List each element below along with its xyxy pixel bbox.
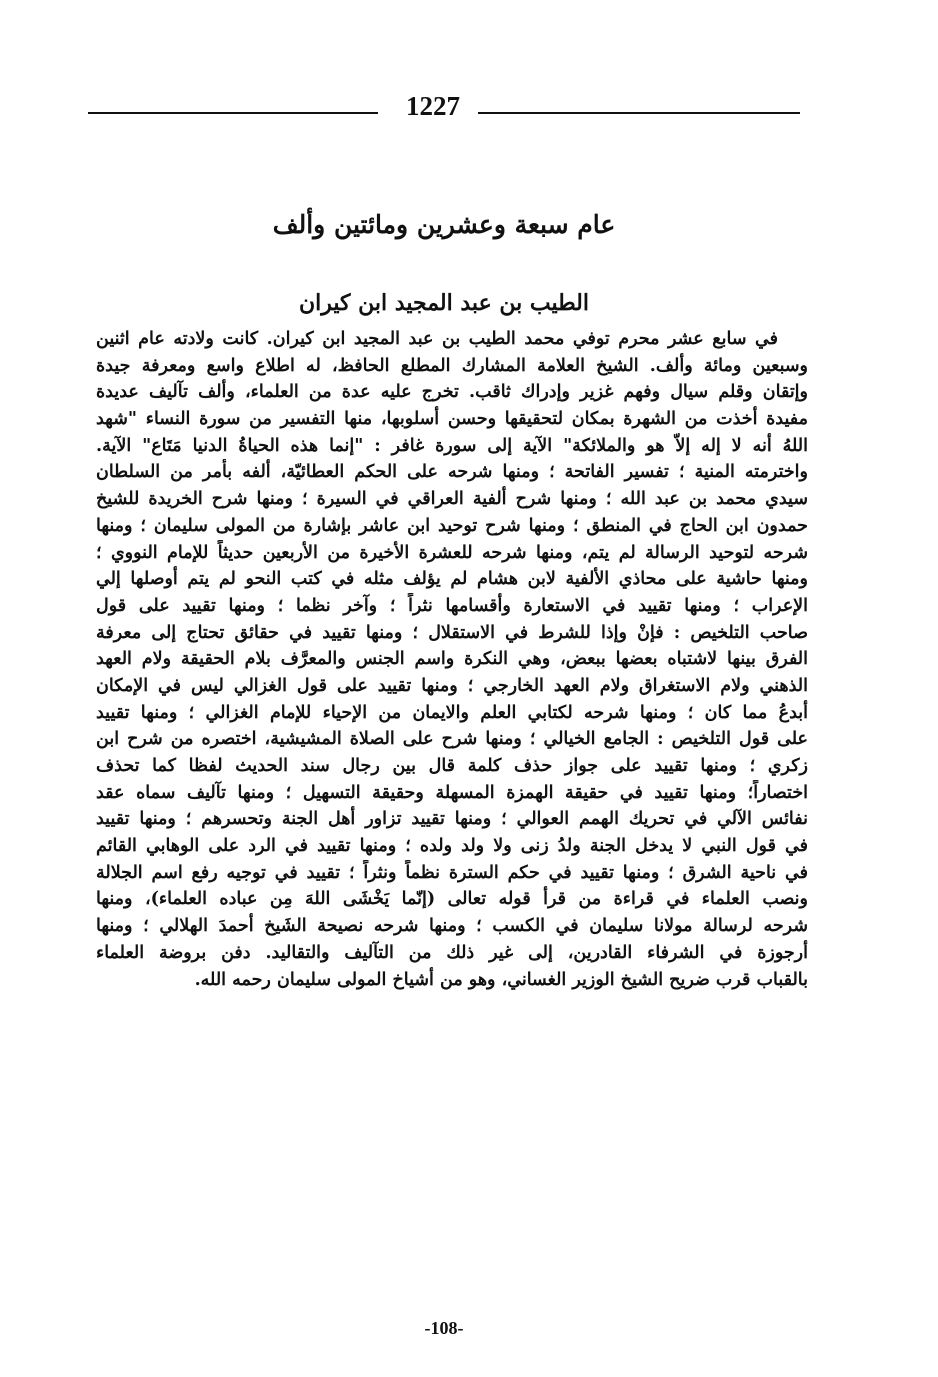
text-line: شرحه لتوحيد الرسالة لم يتم، ومنها شرحه للعشرة الأخيرة من الأربعين حديثاً للإمام النووي ؛ xyxy=(96,542,808,563)
text-line: صاحب التلخيص : فإنْ وإذا للشرط في الاستقلال ؛ ومنها تقييد في حقائق تحتاج إلى معرفة xyxy=(96,622,808,643)
text-line: في سابع عشر محرم توفي محمد الطيب بن عبد المجيد ابن كيران. كانت ولادته عام اثنين xyxy=(96,329,778,349)
text-line: أبدعُ مما كان ؛ ومنها شرحه لكتابي العلم والايمان من الإحياء للإمام الغزالي ؛ ومنها تقييد xyxy=(96,702,808,723)
text-line: أرجوزة في الشرفاء القادرين، إلى غير ذلك من التآليف والتقاليد. دفن بروضة العلماء xyxy=(96,942,808,963)
text-line: شرحه لرسالة مولانا سليمان في الكسب ؛ ومنها شرحه نصيحة الشَيخ أحمدَ الهلالي ؛ ومنها xyxy=(96,916,808,937)
text-line: بالقباب قرب ضريح الشيخ الوزير الغساني، وهو من أشياخ المولى سليمان رحمه الله. xyxy=(194,969,808,990)
person-name-heading: الطيب بن عبد المجيد ابن كيران xyxy=(298,290,589,316)
text-line: ومنها حاشية على محاذي الألفية لابن هشام لم يؤلف مثله في كتب النحو لم يتم أوصلها إلي xyxy=(96,569,808,590)
text-line: الذهني ولام الاستغراق ولام العهد الخارجي ؛ ومنها تقييد على قول الغزالي ليس في الإمكان xyxy=(96,675,808,696)
page-number: -108- xyxy=(424,1318,464,1338)
text-line: اللهُ أنه لا إله إلاّ هو والملائكة" الآية إلى سورة غافر : "إنما هذه الحياةُ الدنيا مَتَاع" الآية. xyxy=(96,435,808,456)
text-line: وإتقان وقلم سيال وفهم غزير وإدراك ثاقب. تخرج عليه عدة من العلماء، وألف تآليف عديدة xyxy=(96,382,808,403)
text-line: زكري ؛ ومنها تقييد على جواز حذف كلمة قال بين رجال سند الحديث لفظا كما تحذف xyxy=(96,756,808,776)
text-line: مفيدة أخذت من الشهرة بمكان لتحقيقها وحسن أسلوبها، منها التفسير من سورة النساء "شهد xyxy=(96,409,808,430)
text-line: في قول النبي لا يدخل الجنة ولدُ زنى ولا ولد ولده ؛ ومنها تقييد في الرد على الوهابي القائم xyxy=(96,836,808,857)
text-line: في ناحية الشرق ؛ ومنها تقييد في حكم السترة نظماً ونثراً ؛ تقييد في توجيه رفع اسم الجلالة xyxy=(96,862,808,883)
text-line: ونصب العلماء في قراءة من قرأ قوله تعالى (إنّما يَخْشَى اللهَ مِن عباده العلماء)، ومنها xyxy=(96,889,808,910)
text-line: على قول التلخيص : الجامع الخيالي ؛ ومنها شرح على الصلاة المشيشية، اختصره من شرح ابن xyxy=(96,729,808,750)
text-line: واخترمته المنية ؛ تفسير الفاتحة ؛ ومنها شرحه على الحكم العطائيّة، ألفه بأمر من السلطان xyxy=(96,462,808,483)
text-line: نفائس الآلي في تحريك الهمم العوالي ؛ ومنها تقييد تزاور أهل الجنة وتحسرهم ؛ ومنها تقييد xyxy=(96,809,808,830)
text-line: اختصاراً؛ ومنها تقييد في حقيقة الهمزة المسهلة وحقيقة التسهيل ؛ ومنها تآليف سماه عقد xyxy=(96,782,808,803)
biography-paragraph xyxy=(96,326,808,993)
text-line: الفرق بينها لاشتباه بعضها ببعض، وهي النكرة واسم الجنس والمعرَّف بلام الحقيقة ولام العهد xyxy=(96,649,808,670)
text-line: وسبعين ومائة وألف. الشيخ العلامة المشارك المطلع الحافظ، له اطلاع واسع ومعرفة جيدة xyxy=(96,355,808,376)
header-rule-left xyxy=(88,112,378,114)
text-line: حمدون ابن الحاج في المنطق ؛ ومنها شرح توحيد ابن عاشر بإشارة من المولى سليمان ؛ ومنها xyxy=(96,515,808,536)
header-rule-right xyxy=(478,112,800,114)
text-line: سيدي محمد بن عبد الله ؛ ومنها شرح ألفية العراقي في السيرة ؛ ومنها شرح الخريدة للشيخ xyxy=(96,489,808,510)
text-line: الإعراب ؛ ومنها تقييد في الاستعارة وأقسامها نثراً ؛ وآخر نظما ؛ ومنها تقييد على قول xyxy=(96,595,808,616)
header-year: 1227 xyxy=(406,91,460,121)
section-title: عام سبعة وعشرين ومائتين وألف xyxy=(272,210,616,239)
page-header xyxy=(88,88,800,128)
